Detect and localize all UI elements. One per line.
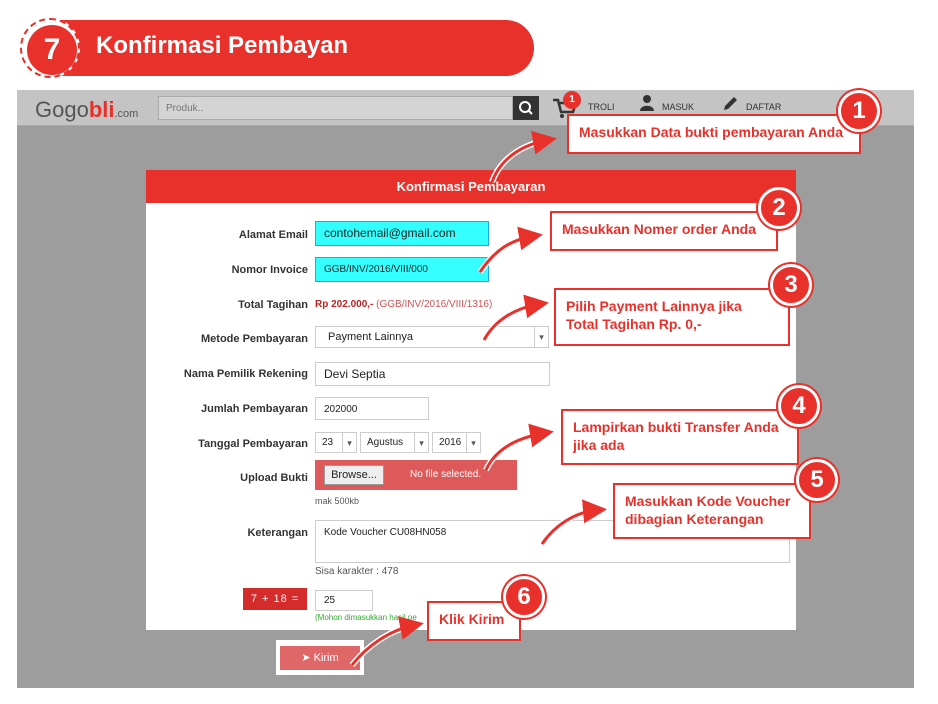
callout-3: Pilih Payment Lainnya jika Total Tagihan Rp. 0,- <box>554 288 790 346</box>
logo-main: Gogo <box>35 97 89 122</box>
arrow-6 <box>352 625 415 665</box>
browse-button[interactable]: Browse... <box>324 465 384 485</box>
callout-2: Masukkan Nomer order Anda <box>550 211 778 251</box>
notes-textarea[interactable]: Kode Voucher CU08HN058 <box>315 520 790 563</box>
date-label: Tanggal Pembayaran <box>198 438 308 450</box>
no-file-text: No file selected. <box>410 469 482 480</box>
invoice-label: Nomor Invoice <box>231 264 308 276</box>
form-title: Konfirmasi Pembayaran <box>146 170 796 203</box>
date-month-value: Agustus <box>367 437 404 448</box>
arrow-3 <box>484 304 540 340</box>
total-amount: Rp 202.000,- <box>315 299 374 310</box>
arrow-1 <box>492 140 548 182</box>
owner-label: Nama Pemilik Rekening <box>183 368 308 380</box>
captcha-question: 7 + 18 = <box>243 588 307 610</box>
arrow-2 <box>480 236 534 272</box>
logo-suffix: .com <box>114 108 139 120</box>
submit-label: Kirim <box>313 652 339 664</box>
method-selected: Payment Lainnya <box>328 331 413 343</box>
callout-3-badge: 3 <box>770 264 812 306</box>
callout-2-badge: 2 <box>758 187 800 229</box>
nav-daftar[interactable]: DAFTAR <box>746 102 782 112</box>
send-icon: ➤ <box>301 652 314 664</box>
callout-6: Klik Kirim <box>427 601 521 641</box>
chevron-down-icon: ▾ <box>534 327 548 347</box>
total-ref: (GGB/INV/2016/VIII/1316) <box>376 299 493 310</box>
nav-troli[interactable]: TROLI <box>588 102 615 112</box>
total-label: Total Tagihan <box>238 299 308 311</box>
callout-1-badge: 1 <box>838 90 880 132</box>
invoice-field[interactable]: GGB/INV/2016/VIII/000 <box>315 257 489 282</box>
callout-5: Masukkan Kode Voucher dibagian Keterangan <box>613 483 811 539</box>
callout-5-badge: 5 <box>796 459 838 501</box>
arrow-4 <box>486 433 545 470</box>
chevron-down-icon: ▾ <box>466 433 480 452</box>
method-label: Metode Pembayaran <box>201 333 308 345</box>
captcha-hint: (Mohon dimasukkan hasil pe <box>315 613 417 622</box>
date-year-value: 2016 <box>439 437 462 448</box>
captcha-answer-field[interactable]: 25 <box>315 590 373 611</box>
callout-4-badge: 4 <box>778 385 820 427</box>
chars-left-text: Sisa karakter : 478 <box>315 566 399 577</box>
arrow-6 <box>352 625 415 665</box>
logo-accent: bli <box>88 97 115 122</box>
nav-masuk[interactable]: MASUK <box>662 102 695 112</box>
account-owner-field[interactable]: Devi Septia <box>315 362 550 386</box>
notes-label: Keterangan <box>247 527 308 539</box>
callout-1: Masukkan Data bukti pembayaran Anda <box>567 114 861 154</box>
amount-field[interactable]: 202000 <box>315 397 429 420</box>
arrow-3 <box>484 304 540 340</box>
callout-6-badge: 6 <box>503 576 545 618</box>
amount-label: Jumlah Pembayaran <box>201 403 308 415</box>
chevron-down-icon: ▾ <box>342 433 356 452</box>
callout-4: Lampirkan bukti Transfer Anda jika ada <box>561 409 799 465</box>
email-label: Alamat Email <box>238 229 308 241</box>
chevron-down-icon: ▾ <box>414 433 428 452</box>
max-size-hint: mak 500kb <box>315 496 360 506</box>
date-day-value: 23 <box>322 437 334 448</box>
cart-count-badge: 1 <box>563 91 581 109</box>
upload-label: Upload Bukti <box>240 472 308 484</box>
arrow-5 <box>542 510 598 544</box>
step-number: 7 <box>27 25 77 75</box>
arrow-2 <box>480 236 534 272</box>
email-field[interactable]: contohemail@gmail.com <box>315 221 489 246</box>
step-title: Konfirmasi Pembayan <box>96 32 349 59</box>
